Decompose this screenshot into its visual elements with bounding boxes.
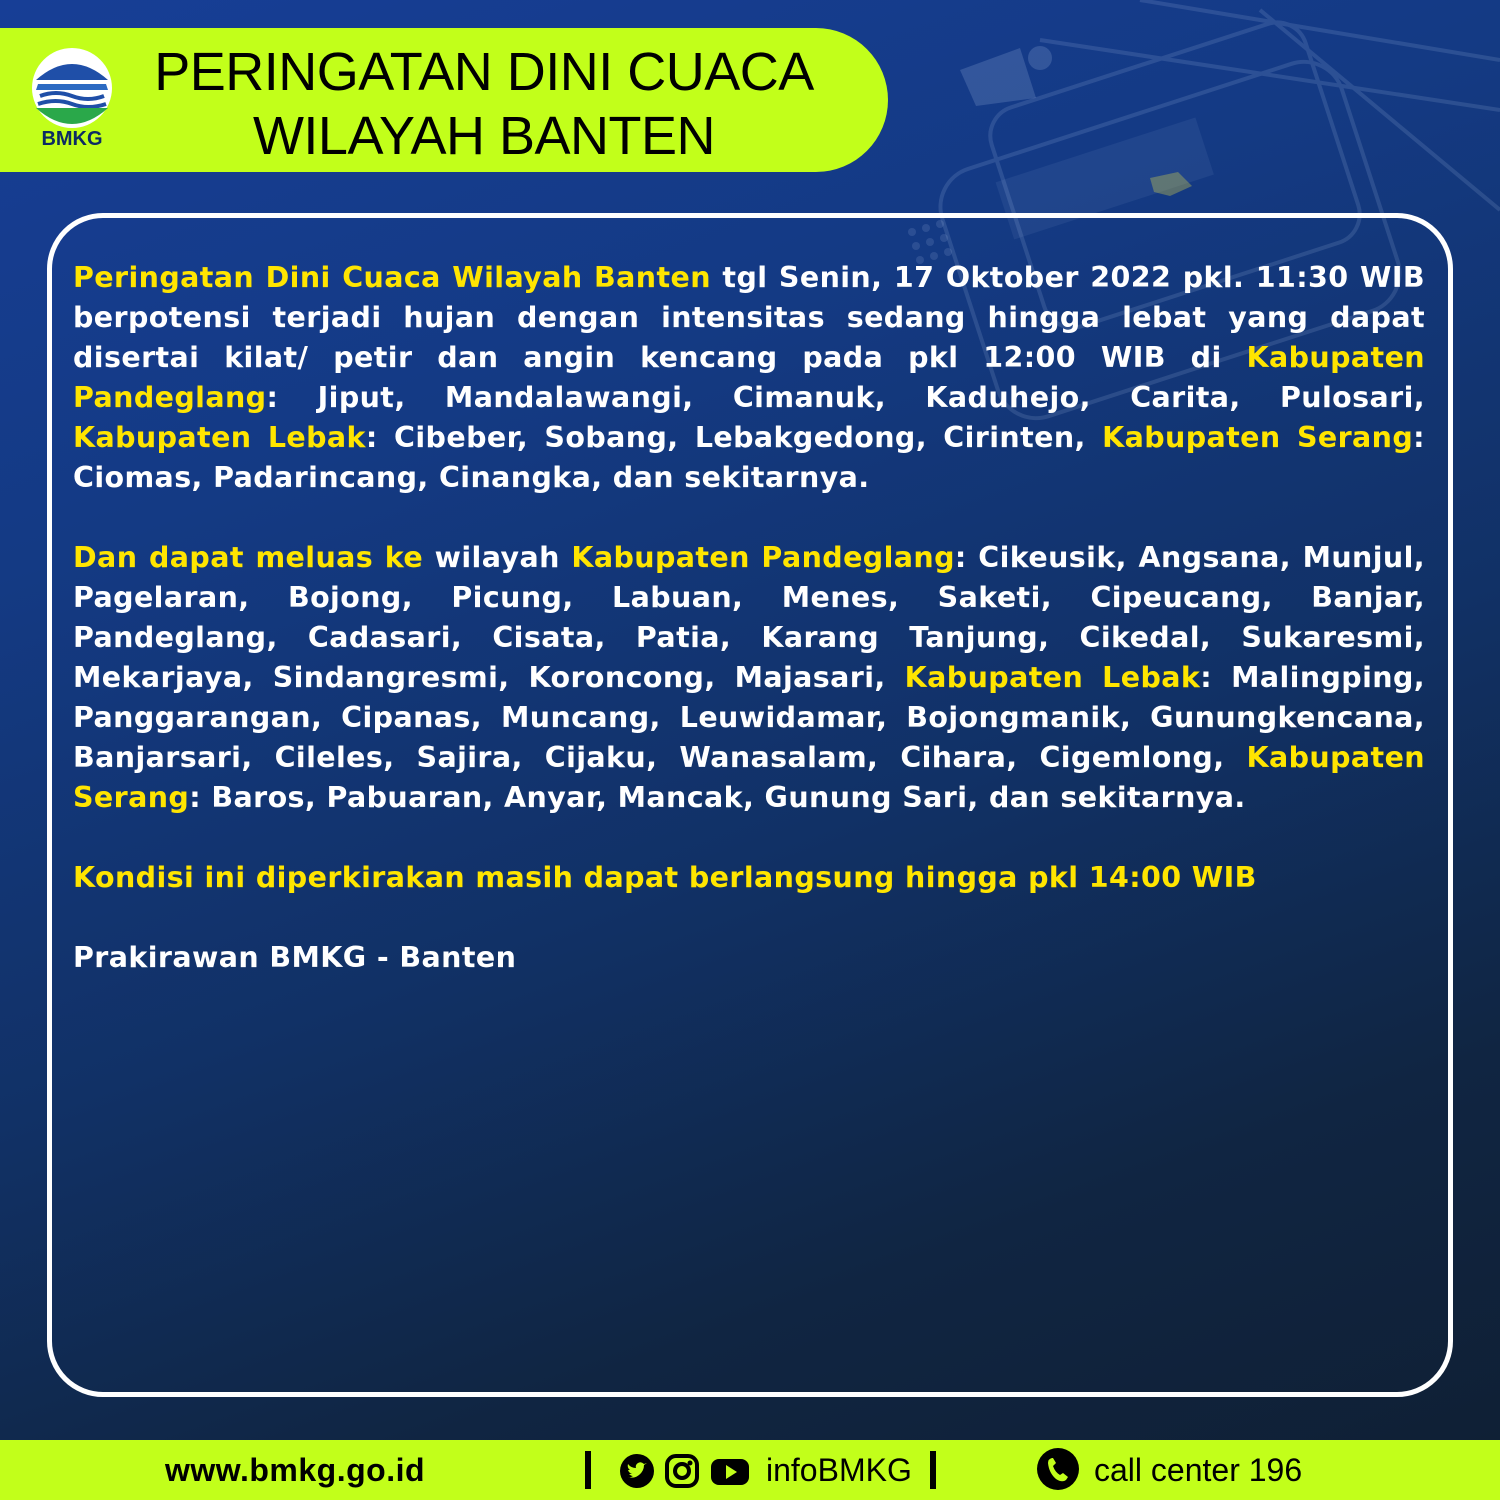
title-line-1: PERINGATAN DINI CUACA [154, 42, 814, 102]
twitter-icon[interactable] [619, 1453, 655, 1489]
warning-text [73, 258, 1425, 1018]
paragraph-warning [73, 258, 1425, 498]
footer-divider [585, 1451, 591, 1489]
body-text-span: tgl Senin, 17 Oktober 2022 pkl. 11:30 WIB berpotensi terjadi hujan dengan intensitas sedang hingga lebat yang dapat disertai kilat/ petir dan angin kencang pada pkl 12:00 WIB di [73, 261, 1425, 374]
page-title [110, 40, 858, 168]
body-text-span: : Cikeusik, Angsana, Munjul, Pagelaran, Bojong, Picung, Labuan, Menes, Saketi, Cipeucang, Banjar, Pandeglang, Cadasari, Cisata, Patia, Karang Tanjung, Cikedal, Sukaresmi, Mekarjaya, Sindangresmi, Koroncong, Majasari, [73, 541, 1425, 694]
youtube-icon[interactable] [710, 1453, 750, 1489]
highlight-text: Kabupaten Lebak [904, 661, 1201, 694]
body-text-span: : Baros, Pabuaran, Anyar, Mancak, Gunung Sari, dan sekitarnya. [189, 781, 1246, 814]
call-center[interactable]: call center 196 [1094, 1452, 1303, 1488]
paragraph-extension [73, 538, 1425, 818]
paragraph-signature: Prakirawan BMKG - Banten [73, 941, 517, 974]
instagram-icon[interactable] [664, 1453, 700, 1489]
title-line-2: WILAYAH BANTEN [252, 106, 716, 166]
highlight-text: Kabupaten Serang [73, 741, 1425, 814]
body-text-span: : Cibeber, Sobang, Lebakgedong, Cirinten, [365, 421, 1103, 454]
logo-text: BMKG [41, 128, 103, 150]
paragraph-duration: Kondisi ini diperkirakan masih dapat berlangsung hingga pkl 14:00 WIB [73, 861, 1257, 894]
social-handle[interactable]: infoBMKG [766, 1452, 912, 1488]
body-text-span: : Malingping, Panggarangan, Cipanas, Muncang, Leuwidamar, Bojongmanik, Gunungkencana, Banjarsari, Cileles, Sajira, Cijaku, Wanasalam, Cihara, Cigemlong, [73, 661, 1425, 774]
website-link[interactable]: www.bmkg.go.id [165, 1452, 426, 1488]
highlight-text: Kabupaten Serang [1102, 421, 1414, 454]
body-text-span: : Ciomas, Padarincang, Cinangka, dan sekitarnya. [73, 421, 1425, 494]
phone-icon [1036, 1447, 1080, 1491]
body-text-span: : Jiput, Mandalawangi, Cimanuk, Kaduhejo, Carita, Pulosari, [266, 381, 1425, 414]
highlight-text: Kabupaten Pandeglang [571, 541, 955, 574]
highlight-text: Dan dapat meluas ke [73, 541, 424, 574]
body-text-span: wilayah [423, 541, 572, 574]
highlight-text: Kabupaten Pandeglang [73, 341, 1425, 414]
highlight-text: Kabupaten Lebak [73, 421, 366, 454]
footer-divider [930, 1451, 936, 1489]
highlight-text: Peringatan Dini Cuaca Wilayah Banten [73, 261, 711, 294]
